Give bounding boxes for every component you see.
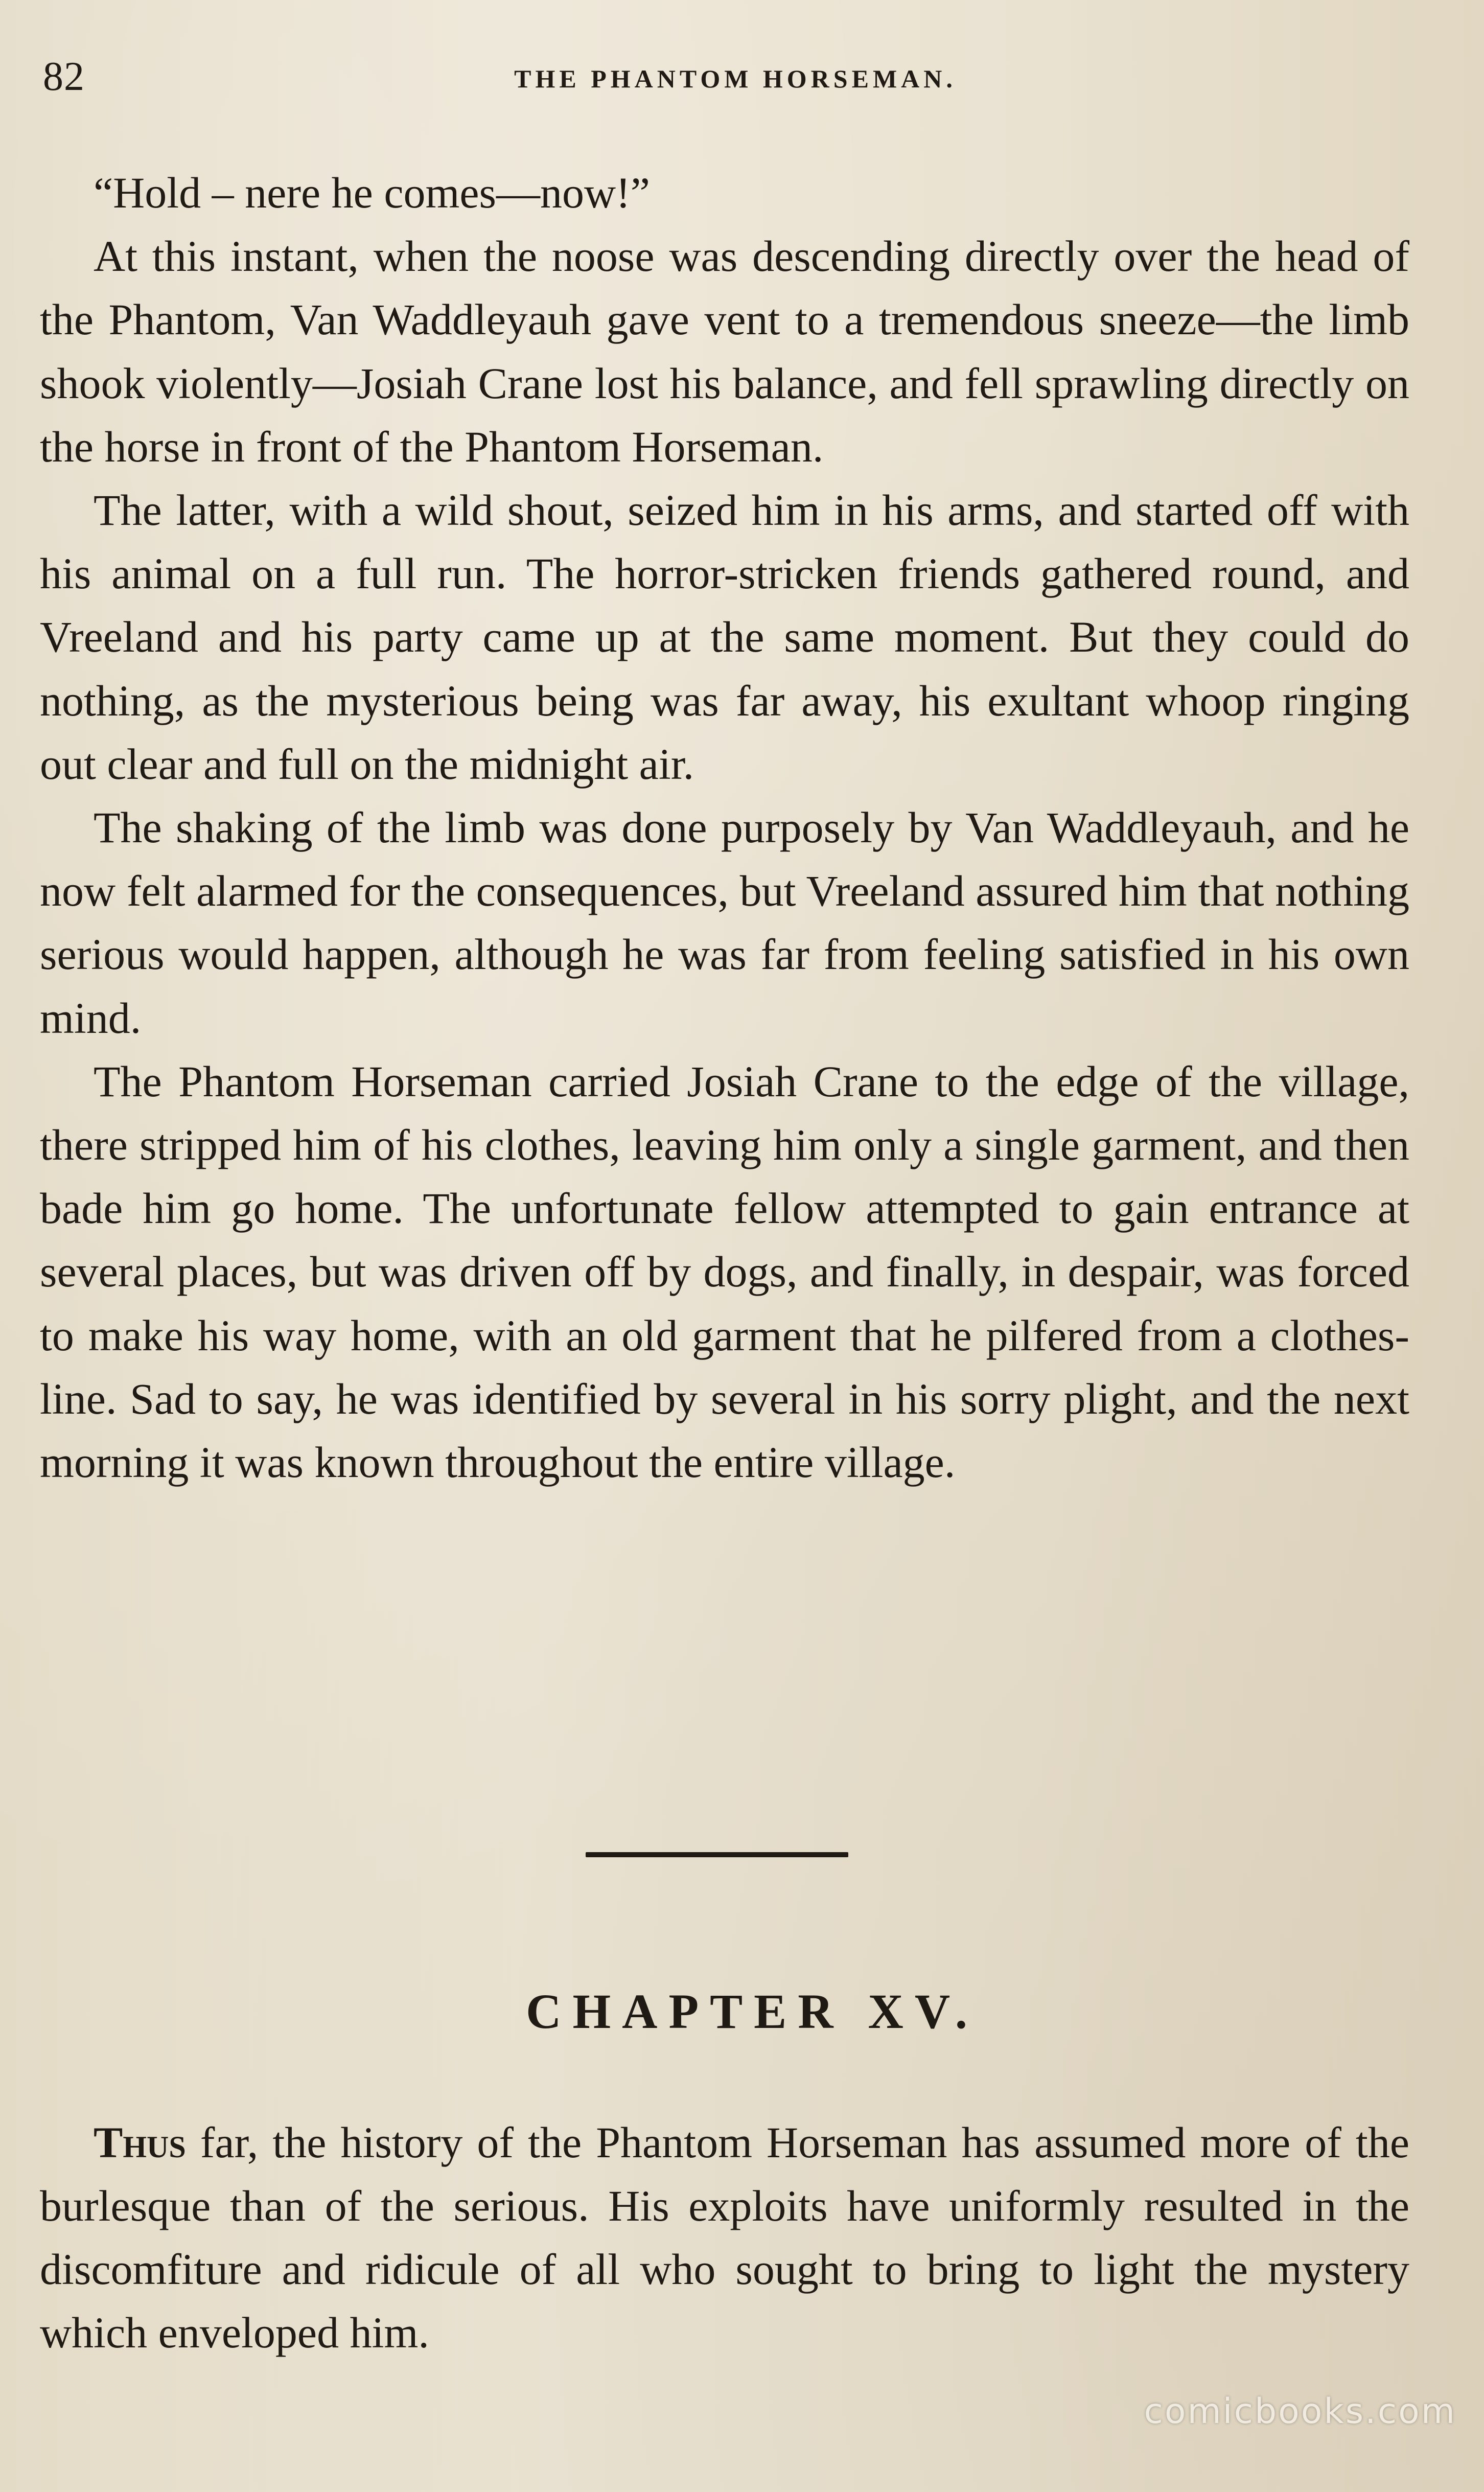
chapter-heading: CHAPTER XV. [526, 1984, 979, 2039]
paragraph: The Phantom Horseman carried Josiah Crane to the edge of the village, there stripped him of his clothes, leaving him only a single garment, and then bade him go home. The unfortunate fellow attempted to gain entrance at several places, but was driven off by dogs, and finally, in despair, was forced to make his way home, with an old garment that he pilfered from a clothes-line. Sad to say, he was identified by several in his sorry plight, and the next morning it was known throughout the entire village. [40, 1056, 1409, 1487]
page-number: 82 [43, 54, 85, 99]
paragraph: The latter, with a wild shout, seized him in his arms, and started off with his animal on a full run. The horror-stricken friends gathered round, and Vreeland and his party came up at the same moment. But they could do nothing, as the mysterious being was far away, his exultant whoop ringing out clear and full on the midnight air. [40, 486, 1409, 789]
body-text [40, 161, 1409, 1494]
chapter-text [40, 2111, 1409, 2364]
watermark: comicbooks.com [1144, 2391, 1456, 2432]
paragraph: “Hold – nere he comes—now!” [94, 168, 650, 217]
chapter-first-paragraph [40, 2111, 1409, 2364]
running-title: THE PHANTOM HORSEMAN. [514, 64, 957, 93]
paragraph: The shaking of the limb was done purposely by Van Waddleyauh, and he now felt alarmed for the consequences, but Vreeland assured him that nothing serious would happen, although he was far from feeling satisfied in his own mind. [40, 803, 1409, 1043]
section-divider [586, 1852, 848, 1857]
paragraph: At this instant, when the noose was descending directly over the head of the Phantom, Van Waddleyauh gave vent to a tremendous sneeze—the limb shook violently—Josiah Crane lost his balance, and fell sprawling directly on the horse in front of the Phantom Horseman. [40, 232, 1409, 471]
chapter-lead-in: Thus [94, 2118, 186, 2167]
running-head [43, 49, 1407, 105]
chapter-paragraph-text: far, the history of the Phantom Horseman has assumed more of the burlesque than of the serious. His exploits have uniformly resulted in the discomfiture and ridicule of all who sought to bring to light the mystery which enveloped him. [40, 2118, 1409, 2357]
